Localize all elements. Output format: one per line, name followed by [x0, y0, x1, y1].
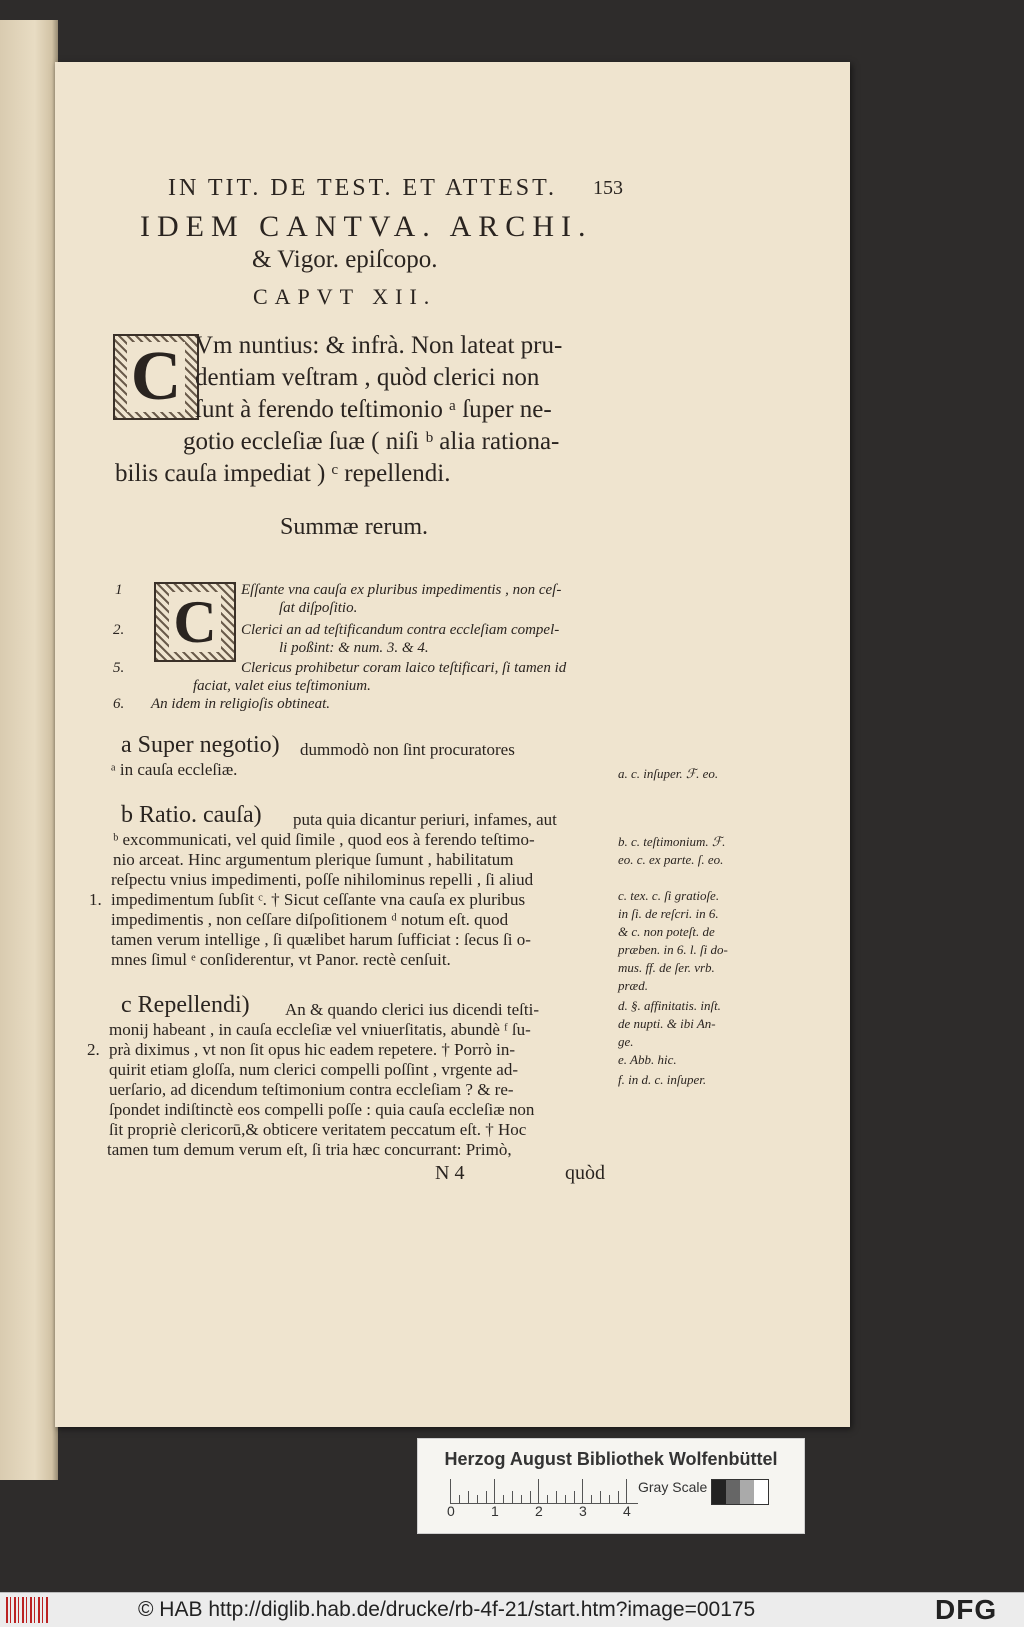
chapter-subtitle: & Vigor. epiſcopo. [252, 246, 438, 273]
marginal-note: d. §. affinitatis. inſt. [618, 998, 721, 1013]
marginal-note: eo. c. ex parte. ſ. eo. [618, 852, 724, 867]
library-plate [417, 1438, 805, 1534]
commentary-line: ᵃ in cauſa eccleſiæ. [111, 760, 238, 779]
commentary-line: ſit propriè clericorū,& obticere veritatem peccatum eſt. † Hoc [109, 1120, 527, 1139]
side-number: 2. [87, 1040, 100, 1059]
summary-number: 6. [113, 696, 125, 712]
hab-logo-icon [6, 1597, 48, 1623]
summary-line: Clericus prohibetur coram laico teſtificari, ſi tamen id [241, 660, 567, 676]
summary-number: 5. [113, 660, 125, 676]
commentary-line: prà diximus , vt non ſit opus hic eadem repetere. † Porrò in- [109, 1040, 516, 1059]
marginal-note: ge. [618, 1034, 634, 1049]
summary-line: An idem in religioſis obtineat. [151, 696, 331, 712]
marginal-note: b. c. teſtimonium. ℱ. [618, 834, 726, 849]
book-page [55, 62, 850, 1427]
commentary-line: An & quando clerici ius dicendi teſti- [285, 1000, 539, 1019]
main-text [115, 330, 675, 490]
gray-scale-label: Gray Scale [638, 1479, 708, 1495]
commentary-lemma-b: b Ratio. cauſa) [121, 802, 262, 828]
summary-heading: Summæ rerum. [280, 514, 428, 540]
commentary-line: reſpectu vnius impedimenti, poſſe nihilominus repelli , ſi aliud [111, 870, 534, 889]
ruler-number: 1 [491, 1503, 499, 1519]
marginal-note: c. tex. c. ſi gratioſe. [618, 888, 720, 903]
main-text-line: gotio eccleſiæ ſuæ ( niſi ᵇ alia rationa- [183, 428, 560, 455]
summary-line: Eſſante vna cauſa ex pluribus impedimentis , non ceſ- [241, 582, 562, 598]
page-number: 153 [593, 177, 623, 199]
ruler-number: 2 [535, 1503, 543, 1519]
commentary-lemma-c: c Repellendi) [121, 992, 250, 1018]
marginal-note: de nupti. & ibi An- [618, 1016, 716, 1031]
signature-mark: N 4 [435, 1162, 465, 1184]
commentary-line: dummodò non ſint procuratores [300, 740, 515, 759]
summary-line: Clerici an ad teſtificandum contra eccleſiam compel- [241, 622, 560, 638]
main-text-line: bilis cauſa impediat ) ᶜ repellendi. [115, 460, 451, 487]
summary-decorated-initial [154, 582, 236, 662]
running-head: IN TIT. DE TEST. ET ATTEST. [168, 175, 557, 201]
marginal-note: mus. ff. de ſer. vrb. [618, 960, 715, 975]
commentary-line: uerſario, ad dicendum teſtimonium contra eccleſiam ? & re- [109, 1080, 514, 1099]
initial-letter: C [127, 342, 186, 412]
commentary-line: ſpondet indiſtinctè eos compelli poſſe : quia cauſa eccleſiæ non [109, 1100, 535, 1119]
chapter-title: IDEM CANTVA. ARCHI. [140, 210, 593, 243]
commentary-line: impedimentis , non ceſſare diſpoſitionem ᵈ notum eſt. quod [111, 910, 509, 929]
commentary-lemma-a: a Super negotio) [121, 732, 280, 758]
footer-bar [0, 1592, 1024, 1627]
marginal-note: & c. non poteſt. de [618, 924, 715, 939]
gray-scale-swatch [711, 1479, 769, 1505]
library-name: Herzog August Bibliothek Wolfenbüttel [444, 1449, 778, 1469]
marginal-note: e. Abb. hic. [618, 1052, 677, 1067]
commentary-line: nio arceat. Hinc argumentum plerique ſumunt , habilitatum [113, 850, 514, 869]
commentary-line: tamen tum demum verum eſt, ſi tria hæc concurrant: Primò, [107, 1140, 512, 1159]
commentary-line: puta quia dicantur periuri, infames, aut [293, 810, 557, 829]
commentary-line: tamen verum intellige , ſi quælibet harum ſufficiat : ſecus ſi o- [111, 930, 531, 949]
ruler-number: 3 [579, 1503, 587, 1519]
scale-ruler [450, 1479, 638, 1504]
catchword: quòd [565, 1162, 605, 1184]
main-text-line: ſunt à ferendo teſtimonio ᵃ ſuper ne- [195, 396, 552, 423]
summary-initial-letter: C [169, 592, 220, 652]
footer-copyright-link[interactable]: © HAB http://diglib.hab.de/drucke/rb-4f-21/start.htm?image=00175 [138, 1598, 756, 1621]
commentary-line: ᵇ excommunicati, vel quid ſimile , quod eos à ferendo teſtimo- [113, 830, 535, 849]
summary-line: faciat, valet eius teſtimonium. [193, 678, 371, 694]
marginal-note: præben. in 6. l. ſi do- [618, 942, 728, 957]
main-text-line: dentiam veſtram , quòd clerici non [195, 364, 540, 391]
left-page-edge [0, 20, 58, 1480]
summary-number: 2. [113, 622, 125, 638]
main-text-line: Vm nuntius: & infrà. Non lateat pru- [195, 332, 563, 359]
dfg-logo: DFG [935, 1594, 998, 1625]
marginal-note: a. c. inſuper. ℱ. eo. [618, 766, 719, 781]
summary-line: li poßint: & num. 3. & 4. [279, 640, 429, 656]
marginal-note: f. in d. c. inſuper. [618, 1072, 707, 1087]
summary-number: 1 [115, 582, 123, 598]
commentary-line: mnes ſimul ᵉ conſiderentur, vt Panor. rectè cenſuit. [111, 950, 451, 969]
summary-line: ſat diſpoſitio. [279, 600, 358, 616]
marginal-note: præd. [618, 978, 648, 993]
ruler-number: 0 [447, 1503, 455, 1519]
ruler-number: 4 [623, 1503, 631, 1519]
side-number: 1. [89, 890, 102, 909]
commentary-line: monij habeant , in cauſa eccleſiæ vel vniuerſitatis, abundè ᶠ ſu- [109, 1020, 531, 1039]
commentary-line: quirit etiam gloſſa, num clerici compelli poſſint , vrgente ad- [109, 1060, 518, 1079]
caput-heading: CAPVT XII. [253, 284, 437, 309]
marginal-note: in ſi. de reſcri. in 6. [618, 906, 719, 921]
decorated-initial [113, 334, 199, 420]
commentary-line: impedimentum ſubſit ᶜ. † Sicut ceſſante vna cauſa ex pluribus [111, 890, 526, 909]
